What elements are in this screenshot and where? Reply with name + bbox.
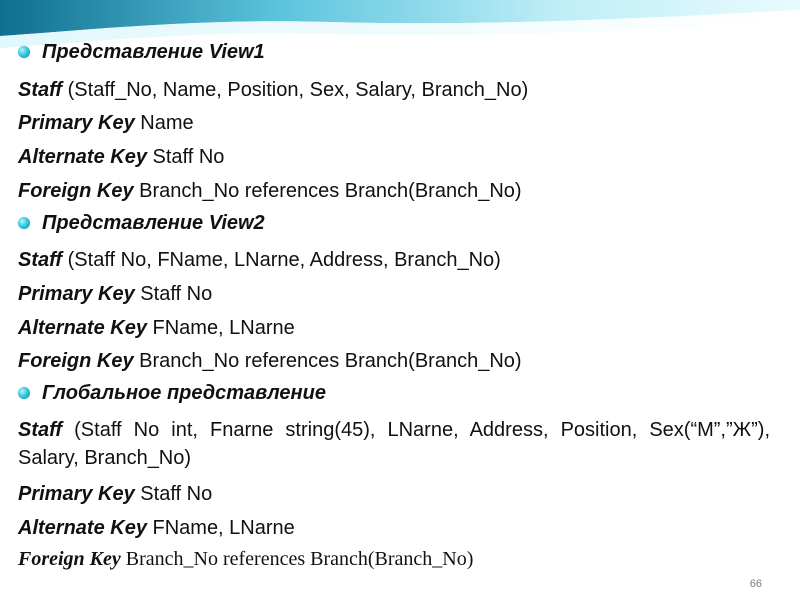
alternate-key-line <box>18 316 295 340</box>
foreign-key-value: Branch_No references Branch(Branch_No) <box>133 350 522 372</box>
foreign-key-label: Foreign Key <box>18 350 134 372</box>
alternate-key-label: Alternate Key <box>18 317 147 339</box>
bullet-icon <box>18 387 30 399</box>
primary-key-value: Name <box>134 112 194 134</box>
alternate-key-value: FName, LNarne <box>146 317 295 339</box>
primary-key-line <box>18 282 212 306</box>
section-heading-view1 <box>18 39 265 65</box>
primary-key-label: Primary Key <box>18 112 135 134</box>
section-heading-text: Глобальное представление <box>42 381 326 404</box>
alternate-key-label: Alternate Key <box>18 517 147 539</box>
bullet-icon <box>18 46 30 58</box>
staff-fields: (Staff No int, Fnarne string(45), LNarne, Address, Position, Sex(“M”,”Ж”), Salary, Branch_No) <box>18 419 770 469</box>
primary-key-value: Staff No <box>134 283 213 305</box>
alternate-key-label: Alternate Key <box>18 146 147 168</box>
staff-schema-line <box>18 248 501 272</box>
foreign-key-line <box>18 179 522 203</box>
section-heading-global <box>18 380 326 406</box>
staff-label: Staff <box>18 249 63 271</box>
bullet-icon <box>18 217 30 229</box>
alternate-key-value: FName, LNarne <box>146 517 295 539</box>
primary-key-line <box>18 111 194 135</box>
staff-fields: (Staff_No, Name, Position, Sex, Salary, Branch_No) <box>62 79 529 101</box>
foreign-key-value: Branch_No references Branch(Branch_No) <box>133 180 522 202</box>
page-number: 66 <box>749 578 762 590</box>
foreign-key-label: Foreign Key <box>18 180 134 202</box>
alternate-key-value: Staff No <box>146 146 225 168</box>
foreign-key-line <box>18 548 473 571</box>
staff-schema-line <box>18 416 770 472</box>
staff-fields: (Staff No, FName, LNarne, Address, Branch_No) <box>62 249 501 271</box>
section-heading-text: Представление View2 <box>42 211 265 234</box>
foreign-key-line <box>18 349 522 373</box>
primary-key-label: Primary Key <box>18 283 135 305</box>
foreign-key-label: Foreign Key <box>18 548 121 570</box>
primary-key-value: Staff No <box>134 483 213 505</box>
alternate-key-line <box>18 516 295 540</box>
staff-label: Staff <box>18 419 63 441</box>
alternate-key-line <box>18 145 224 169</box>
staff-label: Staff <box>18 79 63 101</box>
foreign-key-value: Branch_No references Branch(Branch_No) <box>120 548 474 570</box>
primary-key-label: Primary Key <box>18 483 135 505</box>
section-heading-view2 <box>18 210 265 236</box>
staff-schema-line <box>18 78 528 102</box>
primary-key-line <box>18 482 212 506</box>
section-heading-text: Представление View1 <box>42 40 265 63</box>
